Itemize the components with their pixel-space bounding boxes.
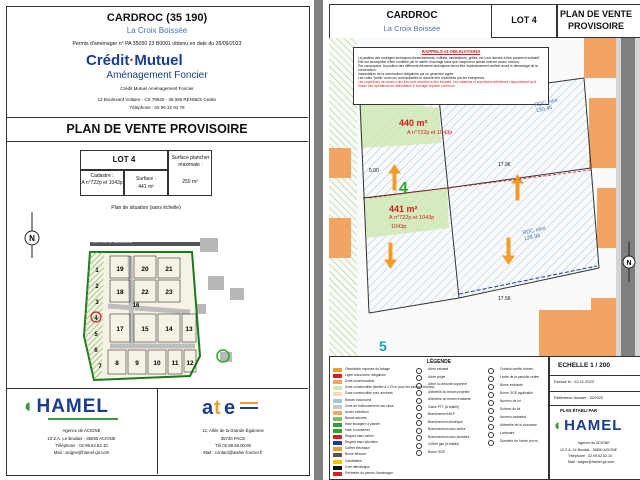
legend-item: Haie bocagère à planter [345, 421, 381, 426]
legend-swatch [333, 374, 342, 378]
lot-label-20: 20 [141, 266, 149, 273]
lot-ref-line2: 1043p [391, 224, 407, 230]
note-item: Les cotes "jardin" sont non contractuelles et doivent être contrôlées par les entreprises. [358, 76, 486, 80]
legend-symbol [416, 390, 422, 396]
note-item: Les superficies de cession des lots sont données à titre indicatif. Les cotations et superficies définitives n'apparaîtront qu'à l'issue des opérations de délimitation & bornage réputée conforme. [358, 80, 537, 88]
plancher-cell [168, 150, 212, 196]
title-block [549, 356, 640, 480]
hamel-underline [48, 418, 118, 420]
legend-symbol [488, 384, 494, 390]
legend-item: Périmètre du permis d'aménager [345, 470, 393, 475]
legend-symbol [488, 400, 494, 406]
lot-ref: A n°722p et 1043p [389, 215, 435, 221]
legend-item: Arbre ou arbuste supprimé [428, 382, 468, 386]
legend-item: Diamètre de l'arbre (en m) [500, 439, 539, 443]
legend-swatch [333, 447, 342, 451]
company-phone: Téléphone : 02 99 22 91 79 [129, 105, 185, 110]
legend-swatch [333, 435, 342, 439]
hamel-logo [554, 417, 622, 434]
lot-label: LOT 4 [511, 15, 537, 25]
hamel-agency: Agence de ACIGNE [578, 441, 610, 445]
project-title: CARDROC [386, 10, 438, 21]
hamel-agency: Agence de ACIGNE [62, 428, 101, 433]
surface-cell [124, 170, 168, 196]
legend-item: Borne télécom [345, 452, 367, 457]
legend-item: Arbre existant [428, 367, 449, 371]
plan-title-box [557, 4, 640, 38]
legend-swatch [333, 429, 342, 433]
legend-swatch [333, 405, 342, 409]
divider [6, 117, 308, 118]
situation-caption: Plan de situation (sans échelle) [111, 205, 181, 211]
legend-symbol [416, 413, 422, 419]
legend-item: Coffret gaz (A établir) [428, 442, 460, 446]
legend-item: Branchement eaux pluviales [428, 434, 470, 439]
legend-item: Borne OGE [428, 449, 446, 454]
rdc-label-1: RDC mini 130.45 [534, 97, 559, 115]
svg-text:5: 5 [94, 332, 98, 338]
company-name: Crédit Mutuel Aménagement Foncier [120, 86, 194, 91]
legend-title: LÉGENDE [426, 359, 452, 365]
lot-label-10: 10 [153, 360, 161, 367]
surface-value: 441 m² [138, 184, 154, 190]
legend-swatch [333, 460, 342, 464]
svg-text:6: 6 [94, 348, 98, 354]
legend-item: Gaine PTT (A établir) [428, 404, 459, 409]
legend-item: Coffret électrique [345, 446, 371, 451]
legend-swatch [333, 380, 342, 384]
lot-label-17: 17 [116, 326, 124, 333]
lot-label-19: 19 [116, 266, 124, 273]
legend-item: Branchement AEP [428, 412, 455, 416]
lot-label-13: 13 [185, 326, 193, 333]
lot-label-12: 12 [186, 360, 194, 367]
legend-item: Borne existante [500, 383, 523, 387]
lot-label-15: 15 [141, 326, 149, 333]
hamel-phone: Téléphone : 02.99.62.52.10 [568, 454, 612, 458]
lot-area: 441 m² [389, 204, 418, 214]
legend-symbol [488, 424, 494, 430]
legend-item: Altimétrie du terrain projetée [428, 389, 470, 394]
notes-title: RAPPELS et OBLIGATIONS [421, 49, 481, 54]
svg-text:4: 4 [94, 316, 98, 322]
legend-swatch [333, 399, 342, 403]
legend-item: Zone constructible pour annexes [345, 391, 393, 396]
lot-label-21: 21 [165, 266, 173, 273]
established-by: PLAN ÉTABLI PAR [560, 408, 598, 413]
svg-text:e: e [224, 397, 236, 419]
legend-item: Zone de stationnement non close [345, 403, 394, 408]
svg-text:2: 2 [95, 284, 99, 290]
svg-text:1: 1 [95, 268, 99, 274]
lot-label-23: 23 [165, 289, 173, 296]
legend-item: Numéro cadastral [500, 415, 527, 419]
cadastre-label: Cadastre : [90, 173, 114, 179]
legend-item: Bande arborée [345, 415, 367, 420]
legend-symbol [488, 368, 494, 374]
lot-label-8: 8 [115, 360, 119, 367]
legend-item: Regard eaux pluviales [345, 440, 378, 445]
logo-word-credit: Crédit [86, 52, 130, 69]
svg-text:16: 16 [132, 303, 140, 309]
dimension-3: 5.00 [369, 168, 379, 174]
lot-label: LOT 4 [112, 155, 136, 164]
legend-swatch [333, 441, 342, 445]
plancher-value: 250 m² [182, 179, 198, 185]
project-subtitle: La Croix Boissée [383, 24, 441, 33]
legend [329, 356, 549, 480]
lot-label-14: 14 [165, 326, 173, 333]
legend-symbol [488, 432, 494, 438]
dimension-2: 17.56 [498, 296, 511, 302]
legend-item: Limite de la parcelle cédée [500, 375, 540, 379]
left-page [0, 0, 314, 480]
svg-text:N: N [626, 260, 632, 267]
note-item: Par conséquent, la position des différents éléments techniques devra être impérativement vérifiée avant le démarrage de la construction. [358, 64, 538, 72]
plancher-label: Surface plancher maximale : [171, 155, 210, 168]
legend-item: Branchement eaux usées [428, 427, 466, 431]
ate-city: 35740 PACE [220, 436, 246, 441]
cadastre-cell [80, 170, 124, 196]
legend-swatch [333, 411, 342, 415]
legend-symbol [488, 376, 494, 382]
scale-label: ECHELLE 1 / 200 [558, 362, 611, 369]
legend-item: Candélabre [345, 458, 363, 463]
notes-box [353, 47, 549, 105]
drawn-date: Dressé le : 22.11.2023 [554, 379, 594, 384]
lot-label-9: 9 [135, 360, 139, 367]
road-label: RD 2 Rue de Saint-Brieuc [92, 240, 133, 244]
credit-mutuel-logo [86, 52, 183, 69]
right-page [323, 0, 640, 480]
legend-symbol [416, 375, 422, 381]
cadastre-value: A n°722p et 1043p [81, 180, 123, 186]
permit-text: Permis d'aménager n° PA 35050 23 B0001 obtenu en date du 26/09/2023 [72, 41, 242, 47]
legend-item: Numéro de lot [500, 399, 521, 403]
hamel-email: Mail : acigne@hamel-gir.com [53, 450, 110, 455]
legend-swatch [333, 417, 342, 421]
note-item: Implantation de la construction obligatoire par un géomètre agréé. [358, 72, 455, 76]
legend-item: Cote altimétrique [345, 464, 370, 469]
legend-swatch [333, 472, 342, 476]
legend-symbol [416, 443, 422, 449]
north-arrow-icon [20, 210, 44, 260]
legend-item: Regard eaux usées [345, 434, 374, 439]
legend-item: Luminaire [500, 431, 515, 435]
hamel-address: 10 Z.A. Le Boulais - 35690 ACIGNE [560, 448, 618, 452]
neighbor-lot-number: 5 [379, 338, 387, 354]
svg-text:N: N [29, 234, 35, 243]
legend-symbol [488, 392, 494, 398]
dimension-1: 17.96 [498, 162, 511, 168]
legend-swatch [333, 392, 342, 396]
lot-ref-top: A n°722p et 1043p [407, 130, 453, 136]
dossier-ref: Référence dossier : 220922 [554, 395, 604, 400]
legend-item: Accès individuel [345, 409, 369, 414]
legend-symbol [488, 440, 494, 446]
svg-text:3: 3 [95, 300, 99, 306]
plan-title-line2: PROVISOIRE [567, 21, 624, 31]
legend-item: Haie à conserver [345, 428, 370, 432]
legend-swatch [333, 386, 342, 390]
legend-item: Création arrêté bornes [500, 367, 533, 371]
legend-item: Orientation imposée du faîtage [345, 367, 391, 371]
legend-symbol [416, 398, 422, 404]
hamel-word: HAMEL [564, 417, 623, 434]
legend-symbol [416, 405, 422, 411]
project-subtitle: La Croix Boissée [126, 26, 188, 35]
ate-address: 12, Allée de la Grande Égalonne [202, 428, 264, 433]
hamel-logo [24, 396, 109, 418]
lot-box [491, 4, 557, 38]
hamel-address: 10 Z.A. Le Boulais - 35690 ACIGNE [47, 436, 116, 441]
legend-item: Arbre projet [428, 374, 446, 379]
legend-symbol [416, 383, 422, 389]
legend-symbol [416, 428, 422, 434]
legend-item: Zone inconstructible [345, 379, 375, 384]
svg-text:t: t [214, 397, 221, 419]
lot-number: 4 [399, 180, 408, 197]
lot-area-top: 440 m² [399, 118, 428, 128]
legend-item: Ligne d'accroche obligatoire [345, 373, 386, 378]
legend-symbol [416, 450, 422, 456]
hamel-swirl-icon: ◐ [24, 396, 37, 417]
plan-title-line1: PLAN DE VENTE [559, 9, 632, 19]
legend-symbol [416, 435, 422, 441]
ate-logo [200, 394, 262, 420]
surface-label: Surface : [135, 176, 156, 182]
legend-item: Altimétrie de la chaussée [500, 423, 537, 427]
lot-label-11: 11 [171, 360, 179, 367]
legend-symbol [416, 420, 422, 426]
lot-box [80, 150, 168, 170]
legend-symbol [488, 416, 494, 422]
logo-dot-icon: · [129, 52, 135, 69]
legend-swatch [333, 423, 342, 427]
legend-symbol [488, 408, 494, 414]
legend-item: Surface du lot [500, 407, 521, 411]
hamel-swirl-icon: ◐ [554, 417, 565, 434]
hamel-email: Mail : acigne@hamel-gir.com [568, 460, 615, 464]
lot-label-18: 18 [116, 289, 124, 296]
legend-item: Zone constructible (limitée à 1,20 m pour les saillies, toitures) [345, 385, 435, 390]
legend-swatch [333, 453, 342, 457]
rdc-label-2: RDC mini 128.95 [522, 225, 547, 243]
ate-email: Mail : contact@atelier-foncier.fr [203, 450, 263, 455]
logo-subtitle: Aménagement Foncier [106, 70, 208, 81]
ate-phone: Tél 02.99.65.00.00 [215, 443, 251, 448]
legend-item: Branchement électrique [428, 419, 463, 424]
plan-title: PLAN DE VENTE PROVISOIRE [66, 122, 248, 136]
legend-swatch [333, 368, 342, 372]
lot-label-22: 22 [141, 289, 149, 296]
legend-symbol [416, 368, 422, 374]
north-arrow-icon [619, 240, 639, 284]
note-item: La position des ouvrages techniques (branchements, coffrets, candélabres, grilles, etc.) est donnée à titre purement indicatif. Elle est susceptible d'être modifiée par le maître d'ouvrage sans que l'acquéreur puisse exercer aucun recours. [358, 56, 540, 64]
svg-text:a: a [202, 397, 214, 419]
legend-item: Borne OGE applicable [500, 391, 533, 395]
legend-swatch [333, 466, 342, 470]
logo-word-mutuel: Mutuel [134, 52, 183, 69]
project-title: CARDROC (35 190) [106, 12, 208, 24]
legend-item: Altimétrie du terrain existante [428, 397, 471, 401]
legend-item: Bande d'accroche [345, 397, 372, 402]
hamel-word: HAMEL [36, 396, 110, 417]
hamel-phone: Téléphone : 02.99.62.52.10 [55, 443, 108, 448]
divider [6, 141, 308, 142]
notes-list [358, 56, 546, 88]
company-address: 12 Boulevard Voltaire - CS 78640 - 35 065 RENNES Cedex [97, 97, 217, 102]
svg-text:7: 7 [98, 364, 102, 370]
